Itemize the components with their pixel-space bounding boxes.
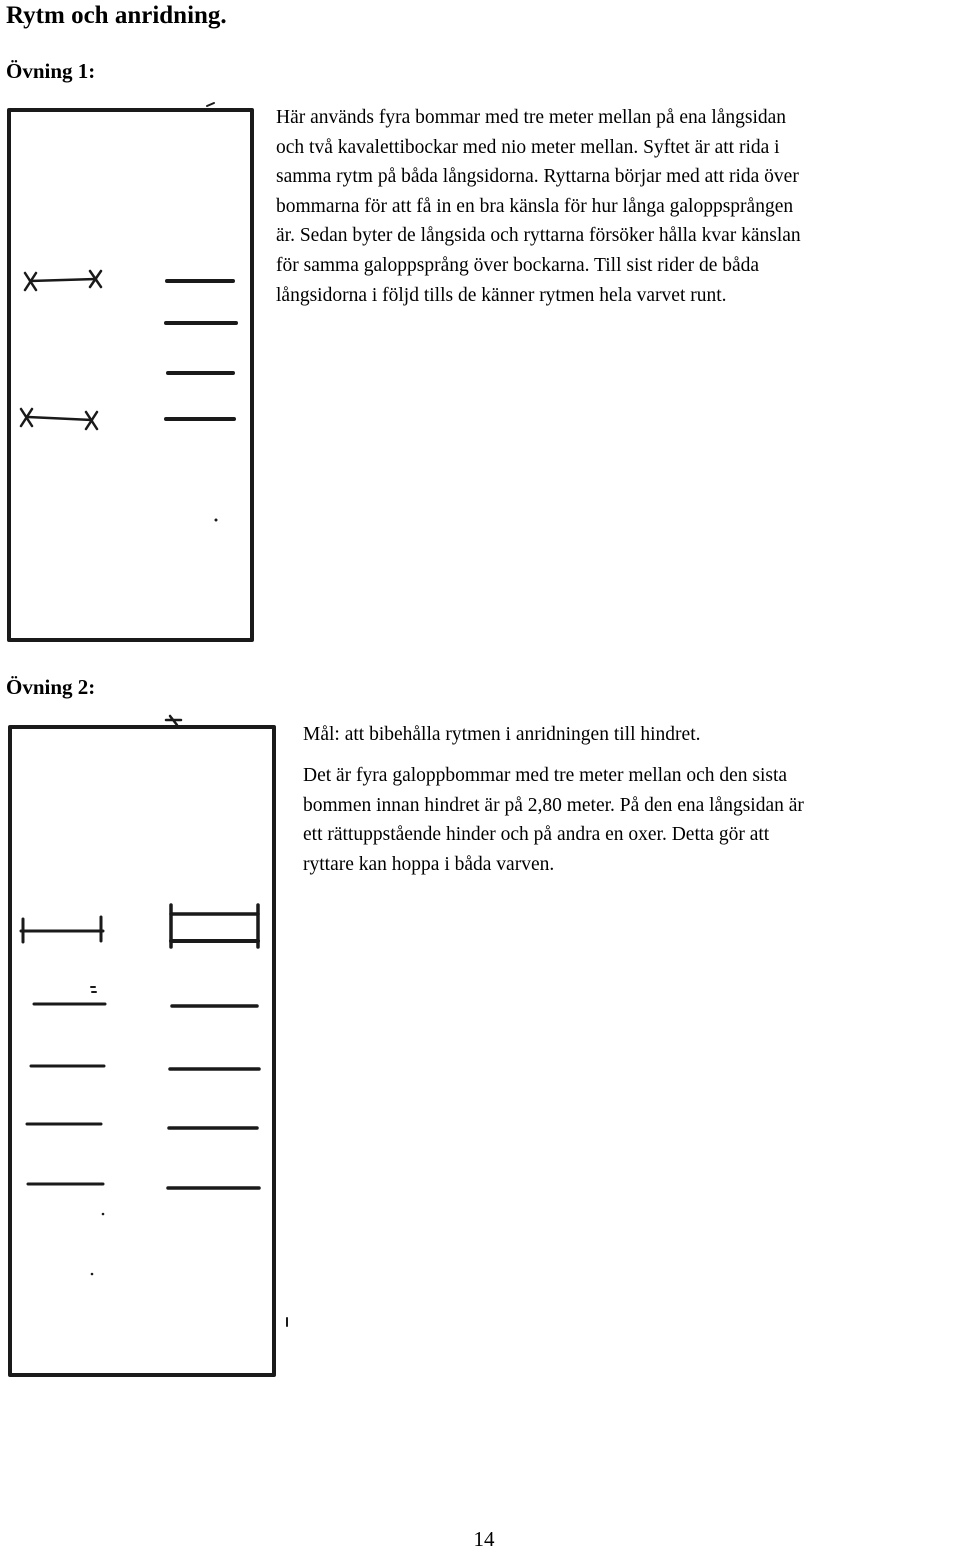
- ink-dot: [91, 1273, 94, 1276]
- oxer-jump: [171, 905, 258, 947]
- page-title: Rytm och anridning.: [6, 2, 227, 29]
- exercise-1-line: och två kavalettibockar med nio meter mellan. Syftet är att rida i: [276, 136, 780, 158]
- exercise-2-description: [303, 761, 804, 879]
- page-number: 14: [473, 1527, 495, 1551]
- exercise-1-line: är. Sedan byter de långsida och ryttarna försöker hålla kvar känslan: [276, 225, 801, 247]
- exercise-1-heading: Övning 1:: [6, 59, 96, 83]
- ink-dot: [102, 1213, 105, 1216]
- arena-2-marker: [166, 716, 181, 725]
- exercise-1-line: Här används fyra bommar med tre meter mellan på ena långsidan: [276, 107, 787, 128]
- exercise-2-line: ett rättuppstående hinder och på andra en oxer. Detta gör att: [303, 824, 770, 846]
- vertical-jump: [21, 917, 103, 942]
- exercise-1-line: långsidorna i följd tills de känner rytmen hela varvet runt.: [276, 284, 727, 306]
- exercise-2-line: Det är fyra galoppbommar med tre meter mellan och den sista: [303, 765, 788, 786]
- exercise-1-line: för samma galoppsprång över bockarna. Till sist rider de båda: [276, 254, 760, 276]
- exercise-2-heading: Övning 2:: [6, 675, 96, 699]
- arena-2-outline: [10, 727, 274, 1375]
- exercise-2-line: ryttare kan hoppa i båda varven.: [303, 853, 555, 875]
- exercise-1-line: samma rytm på båda långsidorna. Ryttarna börjar med att rida över: [276, 166, 799, 188]
- ink-mark: [91, 987, 96, 992]
- exercise-1-line: bommarna för att få in en bra känsla för hur långa galoppsprången: [276, 195, 794, 217]
- exercise-2-line: bommen innan hindret är på 2,80 meter. På den ena långsidan är: [303, 794, 804, 816]
- exercise-2-goal: Mål: att bibehålla rytmen i anridningen till hindret.: [303, 724, 701, 745]
